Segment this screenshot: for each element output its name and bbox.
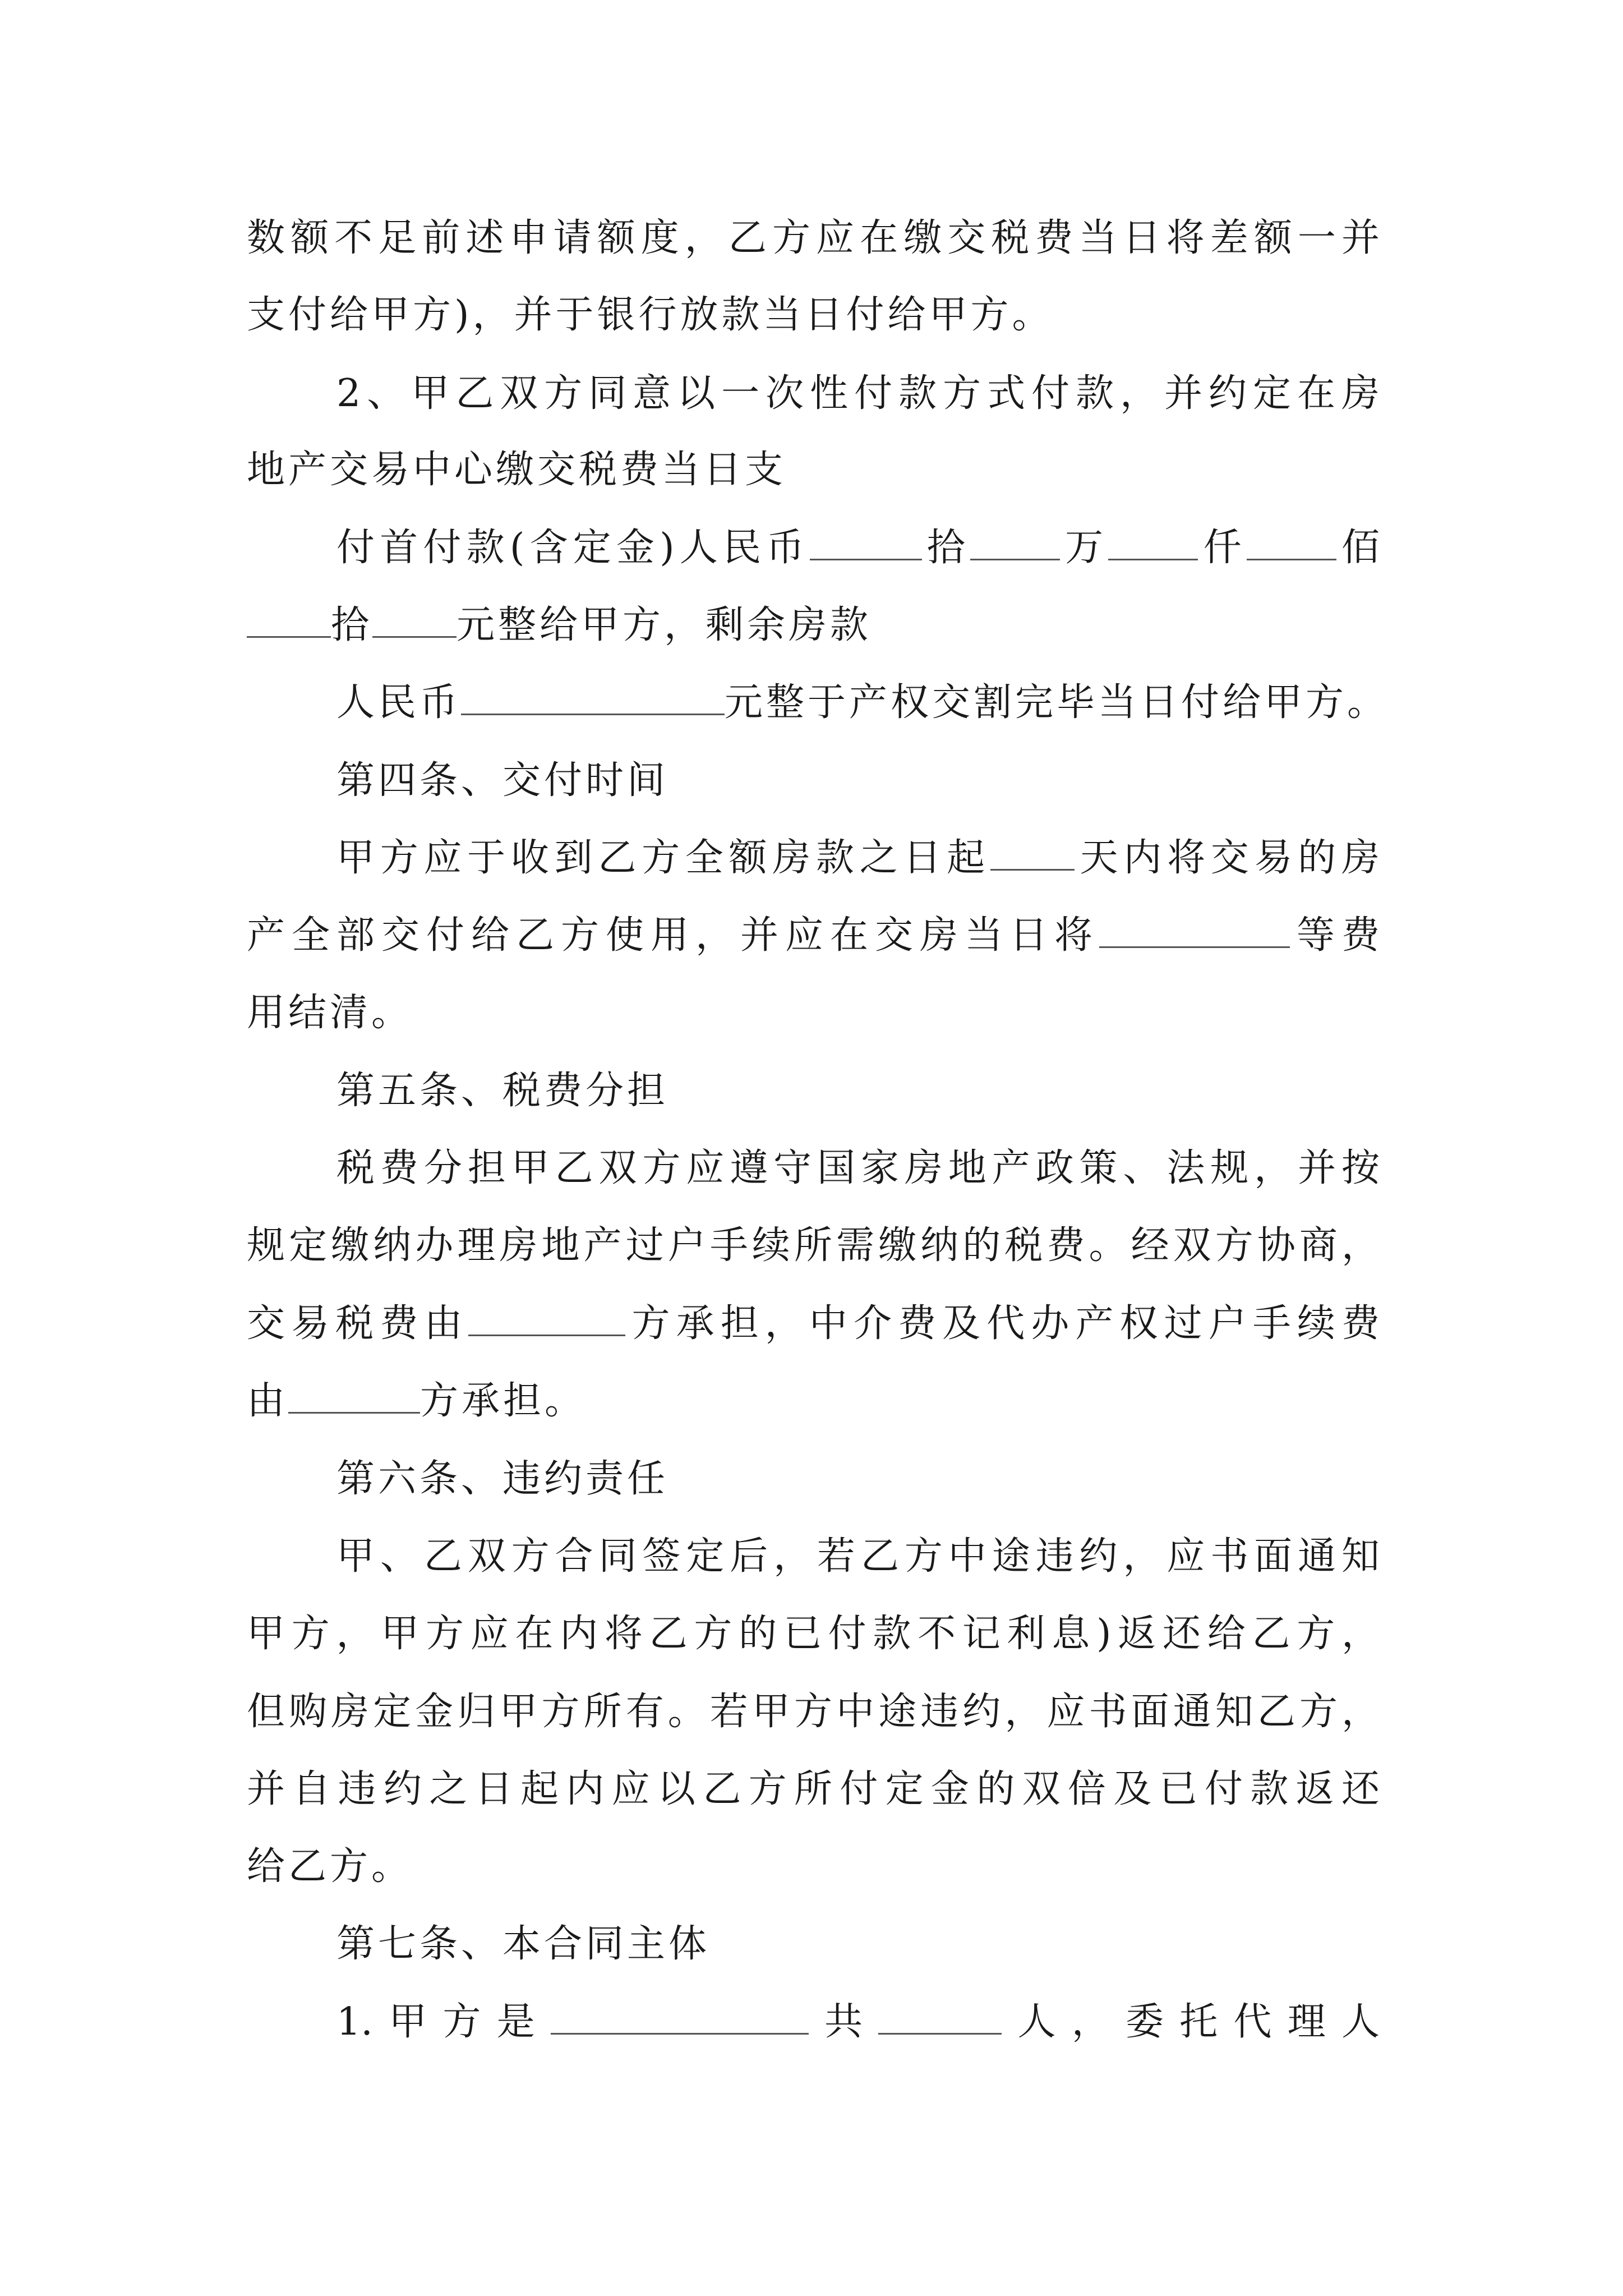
text-line bbox=[247, 293, 1054, 338]
text-segment: 第五条、税费分担 bbox=[336, 1069, 669, 1113]
text-segment: 但购房定金归甲方所有。若甲方中途违约，应书面通知乙方， bbox=[247, 1690, 1380, 1734]
text-line bbox=[247, 1767, 1380, 1812]
text-segment: 税费分担甲乙双方应遵守国家房地产政策、法规，并按 bbox=[336, 1146, 1380, 1190]
text-segment: 元整给甲方，剩余房款 bbox=[457, 603, 872, 647]
fill-in-blank bbox=[1108, 526, 1198, 560]
fill-in-blank bbox=[247, 604, 331, 638]
text-line bbox=[247, 1612, 1380, 1657]
text-line bbox=[247, 991, 413, 1036]
text-segment: 第六条、违约责任 bbox=[336, 1457, 669, 1501]
text-line bbox=[247, 448, 786, 493]
section-heading bbox=[336, 1922, 710, 1967]
text-segment: 拾 bbox=[921, 526, 970, 570]
text-line bbox=[247, 1844, 413, 1889]
text-segment: 由 bbox=[247, 1379, 289, 1423]
text-segment: 规定缴纳办理房地产过户手续所需缴纳的税费。经双方协商， bbox=[247, 1223, 1380, 1268]
text-line bbox=[336, 526, 1380, 570]
text-segment: 甲方，甲方应在内将乙方的已付款不记利息)返还给乙方， bbox=[247, 1612, 1380, 1656]
text-segment: 1.甲方是 bbox=[336, 2000, 551, 2044]
text-segment: 并自违约之日起内应以乙方所付定金的双倍及已付款返还 bbox=[247, 1767, 1380, 1811]
text-line bbox=[336, 2000, 1380, 2045]
fill-in-blank bbox=[551, 2000, 809, 2035]
text-line bbox=[336, 836, 1380, 881]
text-line bbox=[247, 913, 1380, 958]
text-segment: 天内将交易的房 bbox=[1074, 836, 1380, 880]
fill-in-blank bbox=[468, 1302, 625, 1336]
text-segment: 方承担，中介费及代办产权过户手续费 bbox=[625, 1301, 1380, 1346]
fill-in-blank bbox=[372, 604, 457, 638]
text-line bbox=[247, 1379, 586, 1424]
fill-in-blank bbox=[1247, 526, 1336, 560]
text-segment: 人民币 bbox=[336, 680, 462, 725]
text-segment: 第七条、本合同主体 bbox=[336, 1922, 711, 1966]
text-segment: 付首付款(含定金)人民币 bbox=[336, 526, 810, 570]
text-segment: 甲方应于收到乙方全额房款之日起 bbox=[336, 836, 990, 880]
text-line bbox=[247, 216, 1380, 261]
text-line bbox=[336, 1146, 1380, 1191]
text-segment: 给乙方。 bbox=[247, 1844, 413, 1889]
text-segment: 交易税费由 bbox=[247, 1301, 469, 1346]
text-segment: 方承担。 bbox=[420, 1379, 587, 1423]
text-segment: 人，委托代理人 bbox=[1002, 2000, 1380, 2044]
text-segment: 产全部交付给乙方使用，并应在交房当日将 bbox=[247, 913, 1099, 958]
text-line bbox=[247, 603, 872, 648]
text-line bbox=[336, 1534, 1380, 1579]
text-segment: 万 bbox=[1059, 526, 1109, 570]
text-line bbox=[247, 1223, 1380, 1268]
text-segment: 仟 bbox=[1198, 526, 1247, 570]
text-segment: 支付给甲方)，并于银行放款当日付给甲方。 bbox=[247, 293, 1054, 337]
text-segment: 2、甲乙双方同意以一次性付款方式付款，并约定在房 bbox=[336, 371, 1380, 416]
section-heading bbox=[336, 758, 668, 803]
text-segment: 数额不足前述申请额度，乙方应在缴交税费当日将差额一并 bbox=[247, 216, 1380, 260]
text-segment: 佰 bbox=[1336, 526, 1380, 570]
section-heading bbox=[336, 1457, 668, 1502]
fill-in-blank bbox=[990, 836, 1075, 871]
fill-in-blank bbox=[970, 526, 1060, 560]
text-segment: 拾 bbox=[331, 603, 373, 647]
text-line bbox=[336, 680, 1389, 725]
text-segment: 用结清。 bbox=[247, 991, 413, 1035]
text-segment: 元整于产权交割完毕当日付给甲方。 bbox=[725, 680, 1389, 725]
text-segment: 地产交易中心缴交税费当日支 bbox=[247, 448, 787, 492]
text-segment: 共 bbox=[808, 2000, 879, 2044]
text-line bbox=[336, 371, 1380, 416]
fill-in-blank bbox=[461, 681, 725, 715]
text-line bbox=[247, 1301, 1380, 1346]
text-line bbox=[247, 1690, 1380, 1734]
section-heading bbox=[336, 1069, 668, 1114]
fill-in-blank bbox=[288, 1379, 420, 1414]
fill-in-blank bbox=[1099, 914, 1290, 948]
text-segment: 第四条、交付时间 bbox=[336, 758, 669, 803]
fill-in-blank bbox=[878, 2000, 1002, 2035]
text-segment: 等费 bbox=[1289, 913, 1380, 958]
fill-in-blank bbox=[810, 526, 922, 560]
text-segment: 甲、乙双方合同签定后，若乙方中途违约，应书面通知 bbox=[336, 1534, 1380, 1579]
